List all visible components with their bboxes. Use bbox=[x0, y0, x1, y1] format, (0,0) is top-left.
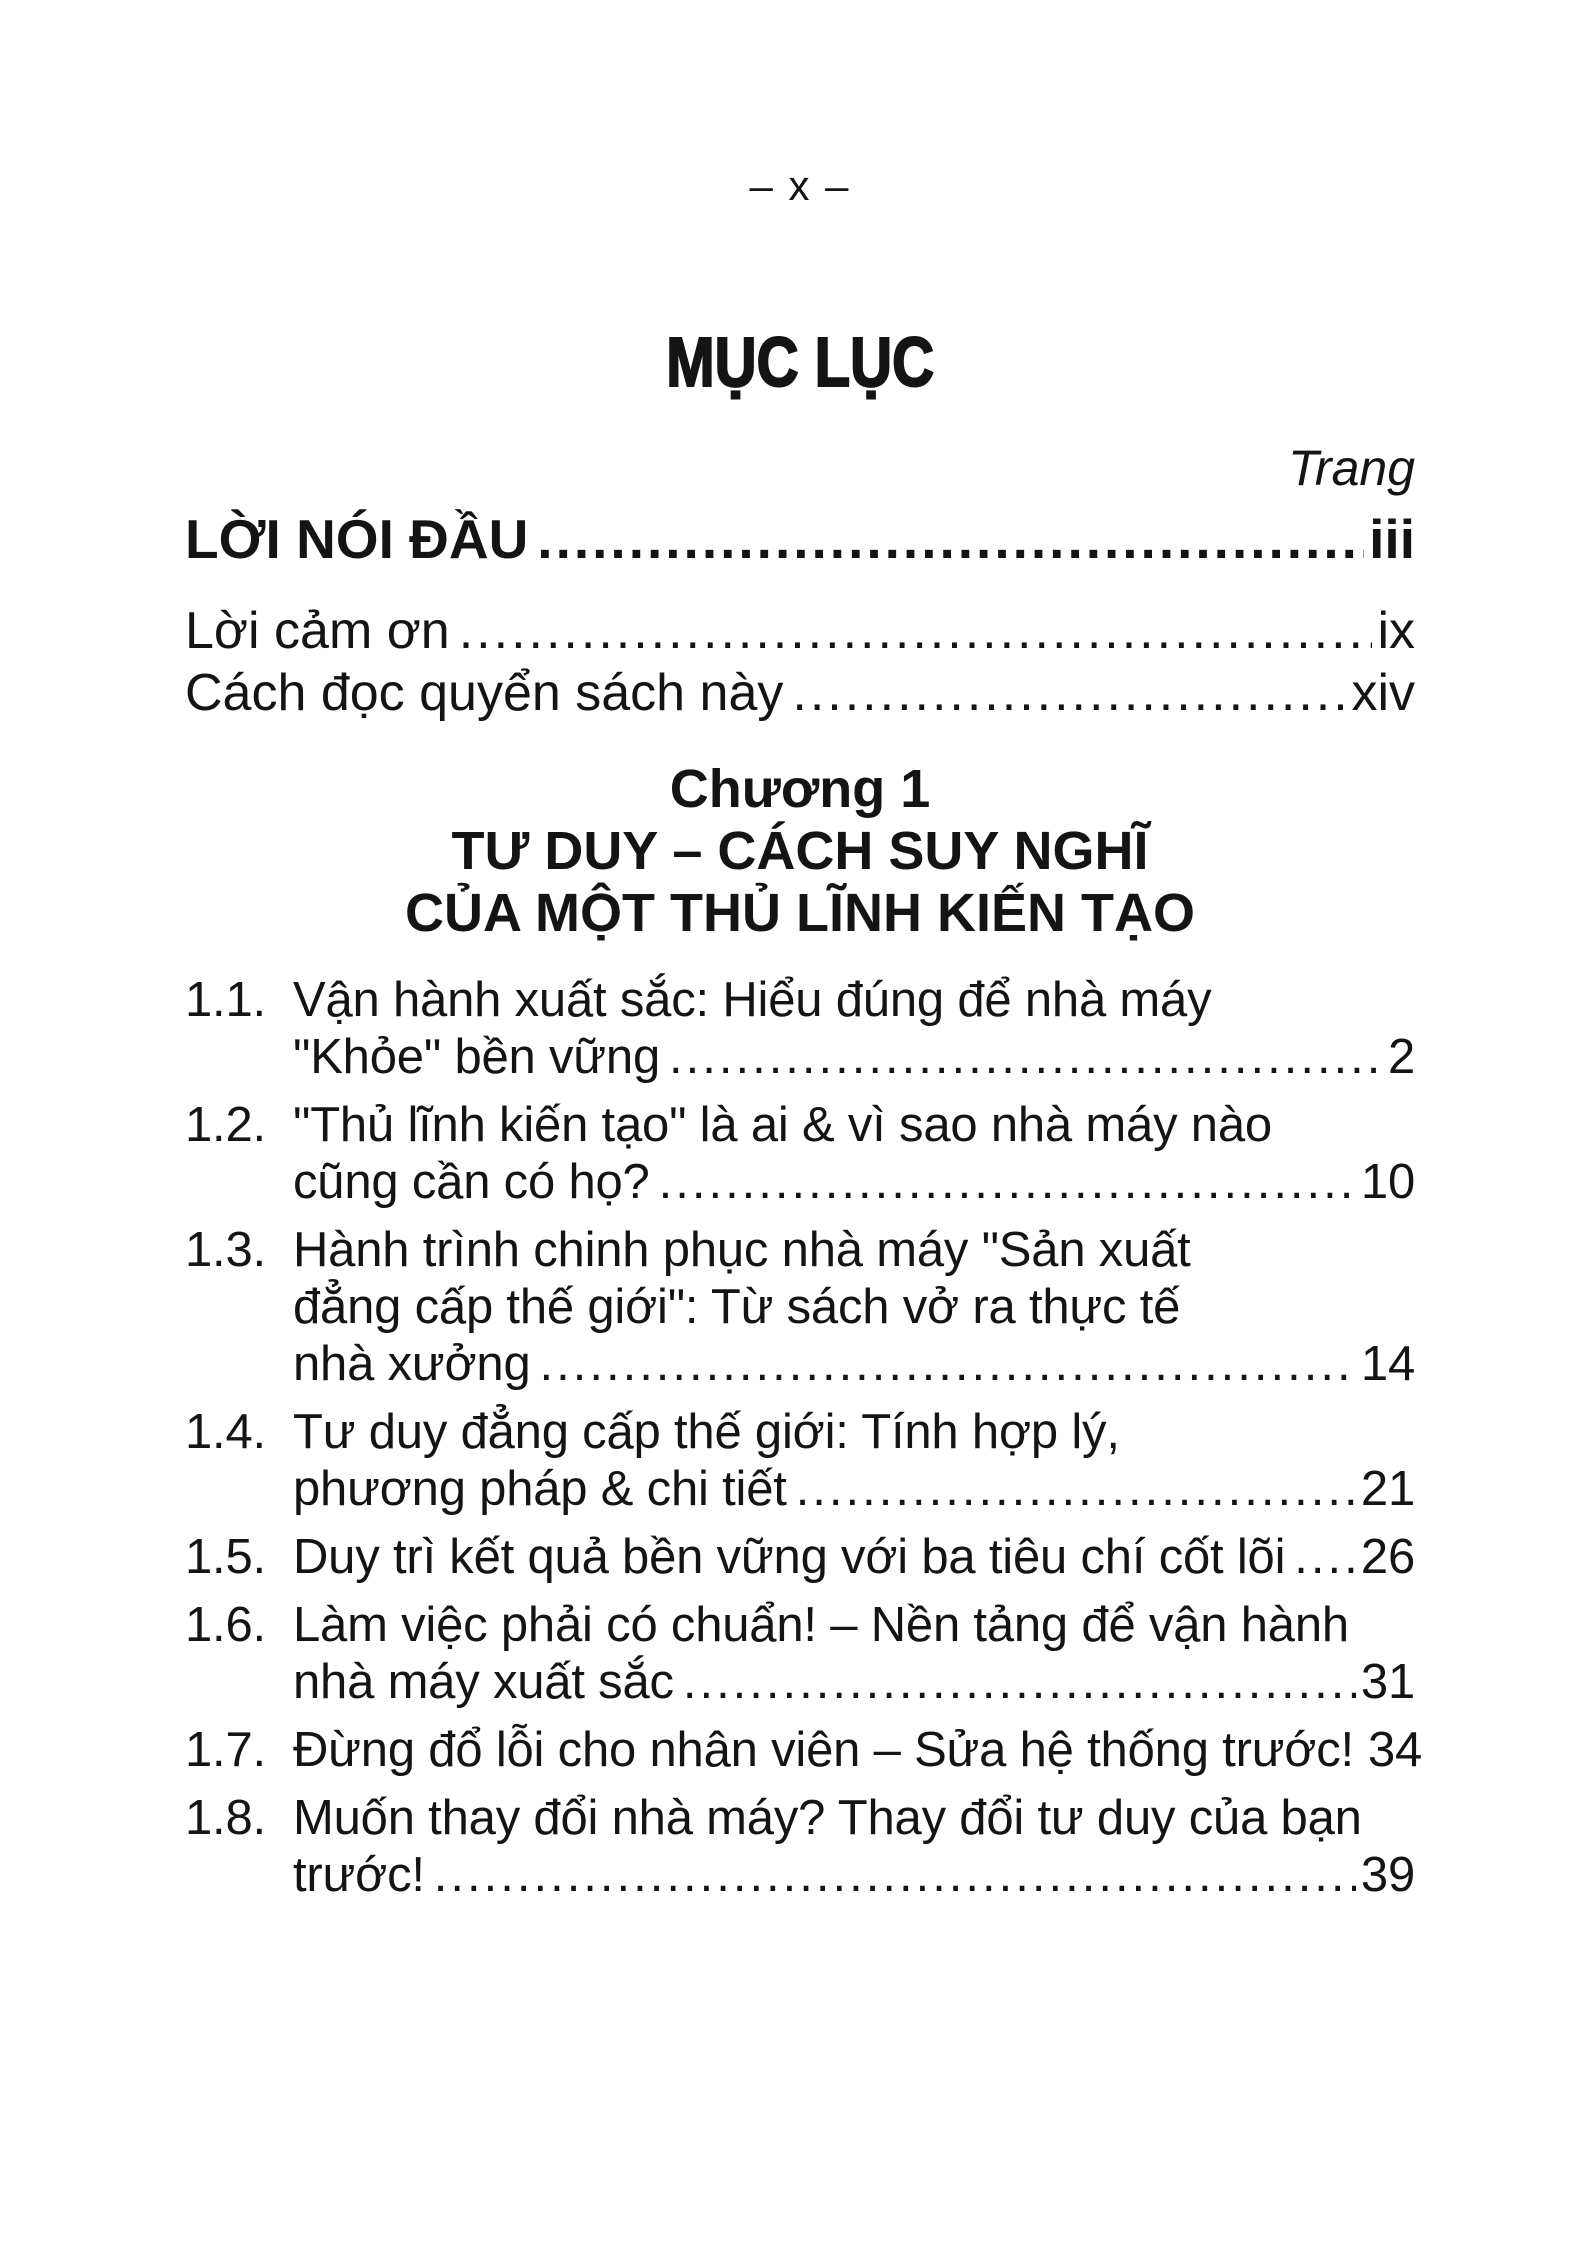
toc-entry bbox=[185, 1597, 1415, 1711]
toc-entry bbox=[185, 1222, 1415, 1393]
front-matter-row bbox=[185, 508, 1415, 570]
chapter-number-line: Chương 1 bbox=[669, 759, 931, 819]
chapter-title-line-1: TƯ DUY – CÁCH SUY NGHĨ bbox=[451, 821, 1149, 881]
entry-page-number: 10 bbox=[1360, 1155, 1415, 1209]
entry-text-line: trước! bbox=[293, 1848, 425, 1902]
front-matter-label: Cách đọc quyển sách này bbox=[185, 664, 784, 722]
toc-entry bbox=[185, 1097, 1415, 1211]
entry-page-number: 21 bbox=[1360, 1462, 1415, 1516]
entry-number: 1.7. bbox=[185, 1723, 266, 1777]
entry-last-line bbox=[293, 1461, 1415, 1518]
front-matter-page-number: xiv bbox=[1351, 664, 1415, 722]
chapter-title-line-2: CỦA MỘT THỦ LĨNH KIẾN TẠO bbox=[405, 883, 1195, 943]
entry-number: 1.3. bbox=[185, 1223, 266, 1277]
entry-page-number: 34 bbox=[1367, 1723, 1423, 1777]
page-title: MỤC LỤC bbox=[666, 323, 934, 401]
entry-text-line: đẳng cấp thế giới": Từ sách vở ra thực tế bbox=[293, 1280, 1181, 1334]
entry-page-number: 26 bbox=[1360, 1530, 1415, 1584]
entry-number: 1.4. bbox=[185, 1405, 266, 1459]
entry-text-line: "Khỏe" bền vững bbox=[293, 1030, 661, 1084]
toc-entry bbox=[185, 972, 1415, 1086]
entry-last-line bbox=[293, 1722, 1423, 1779]
front-matter-row bbox=[185, 600, 1415, 662]
dot-leader bbox=[434, 1847, 1356, 1904]
entry-body bbox=[293, 1529, 1415, 1586]
entry-page-number: 14 bbox=[1360, 1337, 1415, 1391]
entry-number: 1.1. bbox=[185, 973, 266, 1027]
dot-leader bbox=[537, 508, 1364, 570]
dot-leader bbox=[1294, 1529, 1356, 1586]
entry-number: 1.8. bbox=[185, 1791, 266, 1845]
dot-leader bbox=[659, 1154, 1356, 1211]
dot-leader bbox=[796, 1461, 1356, 1518]
entry-body bbox=[293, 1404, 1415, 1518]
entry-last-line bbox=[293, 1336, 1415, 1393]
dot-leader bbox=[540, 1336, 1356, 1393]
toc-entry bbox=[185, 1529, 1415, 1586]
entry-page-number: 39 bbox=[1360, 1848, 1415, 1902]
dot-leader bbox=[459, 600, 1373, 662]
front-matter-page-number: iii bbox=[1369, 508, 1415, 570]
toc-title-wrap bbox=[185, 325, 1415, 418]
entry-body bbox=[293, 1722, 1423, 1779]
entry-body bbox=[293, 972, 1415, 1086]
entry-last-line bbox=[293, 1847, 1415, 1904]
entry-text-line: cũng cần có họ? bbox=[293, 1155, 650, 1209]
entry-text-line: phương pháp & chi tiết bbox=[293, 1462, 787, 1516]
entry-number: 1.2. bbox=[185, 1098, 266, 1152]
entry-text-line: "Thủ lĩnh kiến tạo" là ai & vì sao nhà máy nào bbox=[293, 1098, 1272, 1152]
entry-last-line bbox=[293, 1529, 1415, 1586]
entry-text-line: Duy trì kết quả bền vững với ba tiêu chí cốt lõi bbox=[293, 1530, 1286, 1584]
entry-last-line bbox=[293, 1154, 1415, 1211]
entry-last-line bbox=[293, 1029, 1415, 1086]
front-matter-list bbox=[185, 508, 1415, 724]
front-matter-label: Lời cảm ơn bbox=[185, 602, 450, 660]
chapter-heading bbox=[185, 758, 1415, 944]
entry-text-line: Muốn thay đổi nhà máy? Thay đổi tư duy của bạn bbox=[293, 1791, 1362, 1845]
page-column-label: Trang bbox=[1288, 440, 1415, 496]
entry-last-line bbox=[293, 1654, 1415, 1711]
toc-entry bbox=[185, 1790, 1415, 1904]
entry-body bbox=[293, 1790, 1415, 1904]
front-matter-label: LỜI NÓI ĐẦU bbox=[185, 508, 529, 570]
entry-number: 1.5. bbox=[185, 1530, 266, 1584]
dot-leader bbox=[683, 1654, 1356, 1711]
entry-body bbox=[293, 1097, 1415, 1211]
entry-page-number: 2 bbox=[1387, 1030, 1415, 1084]
entry-text-line: Đừng đổ lỗi cho nhân viên – Sửa hệ thống trước! bbox=[293, 1723, 1354, 1777]
entry-number: 1.6. bbox=[185, 1598, 266, 1652]
entry-text-line: nhà xưởng bbox=[293, 1337, 531, 1391]
entry-body bbox=[293, 1222, 1415, 1393]
front-matter-row bbox=[185, 662, 1415, 724]
entry-page-number: 31 bbox=[1360, 1655, 1415, 1709]
entry-text-line: Tư duy đẳng cấp thế giới: Tính hợp lý, bbox=[293, 1405, 1120, 1459]
folio-page-number: – x – bbox=[749, 162, 851, 209]
dot-leader bbox=[792, 662, 1346, 724]
entry-body bbox=[293, 1597, 1415, 1711]
toc-entry bbox=[185, 1722, 1423, 1779]
entry-text-line: Vận hành xuất sắc: Hiểu đúng để nhà máy bbox=[293, 973, 1212, 1027]
front-matter-page-number: ix bbox=[1377, 602, 1415, 660]
entry-text-line: Làm việc phải có chuẩn! – Nền tảng để vận hành bbox=[293, 1598, 1349, 1652]
entry-text-line: Hành trình chinh phục nhà máy "Sản xuất bbox=[293, 1223, 1191, 1277]
entry-text-line: nhà máy xuất sắc bbox=[293, 1655, 674, 1709]
toc-entry-list bbox=[185, 972, 1423, 1904]
dot-leader bbox=[669, 1029, 1383, 1086]
toc-entry bbox=[185, 1404, 1415, 1518]
